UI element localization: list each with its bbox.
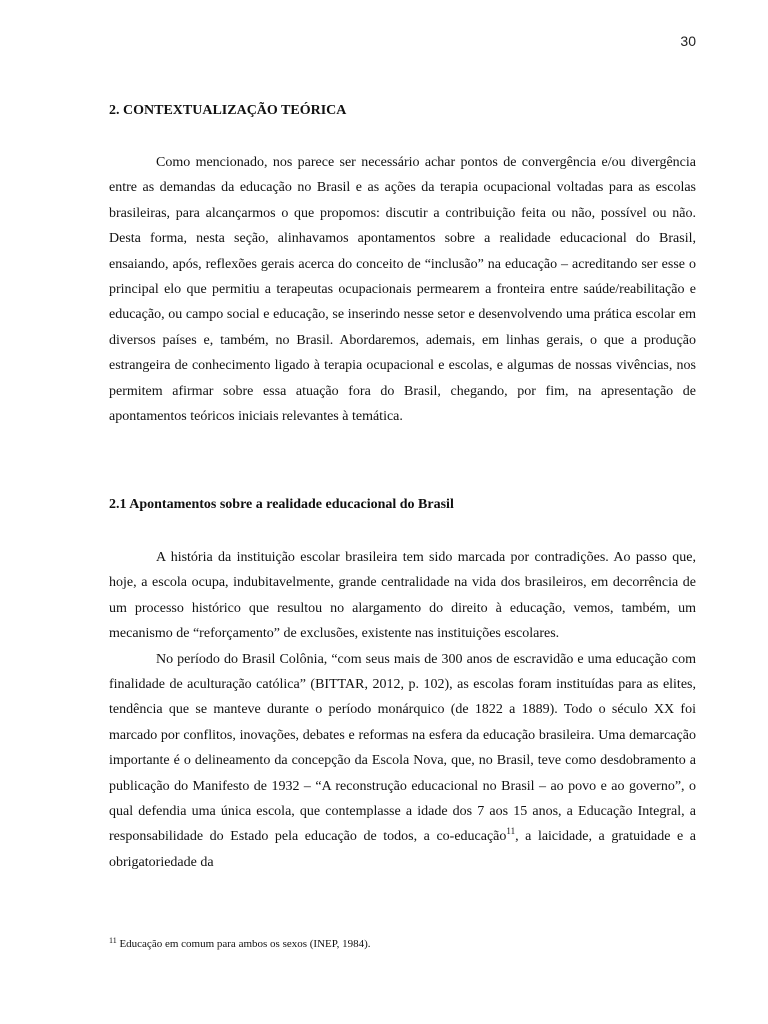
- subsection-paragraph-2: [109, 647, 696, 876]
- subsection-title: 2.1 Apontamentos sobre a realidade educacional do Brasil: [109, 497, 454, 512]
- section-intro-block: [109, 150, 696, 429]
- subsection-body-block: [109, 545, 696, 875]
- footnote-text: Educação em comum para ambos os sexos (INEP, 1984).: [116, 938, 371, 950]
- paragraph-2-continuation: , a laicidade, a gratuidade e a obrigatoriedade da: [109, 829, 696, 870]
- section-title: 2. CONTEXTUALIZAÇÃO TEÓRICA: [109, 103, 347, 118]
- footnote: [109, 937, 696, 951]
- section-heading-block: [109, 101, 696, 121]
- footnote-reference[interactable]: 11: [506, 826, 516, 837]
- section-paragraph: Como mencionado, nos parece ser necessário achar pontos de convergência e/ou divergência entre as demandas da educação no Brasil e as ações da terapia ocupacional voltadas para as escolas brasileiras, para alcançarmos o que propomos: discutir a contribuição feita ou não, possível ou não. Desta forma, nesta seção, alinhavamos apontamentos sobre a realidade educacional do Brasil, ensaiando, após, reflexões gerais acerca do conceito de “inclusão” na educação – acreditando ser esse o principal elo que permitiu a terapeutas ocupacionais permearem a fronteira entre saúde/reabilitação e educação, ou campo social e educação, se inserindo nesse setor e desenvolvendo uma prática escolar em diversos países e, também, no Brasil. Abordaremos, ademais, em linhas gerais, o que a produção estrangeira de conhecimento ligado à terapia ocupacional e escolas, e algumas de nossas vivências, nos permitem afirmar sobre essa atuação fora do Brasil, chegando, por fim, na apresentação de apontamentos teóricos iniciais relevantes à temática.: [109, 155, 696, 425]
- footnote-number: 11: [109, 936, 117, 945]
- subsection-paragraph-1: A história da instituição escolar brasileira tem sido marcada por contradições. Ao passo que, hoje, a escola ocupa, indubitavelmente, grande centralidade na vida dos brasileiros, em decorrência de um processo histórico que resultou no alargamento do direito à educação, vemos, também, um mecanismo de “reforçamento” de exclusões, existente nas instituições escolares.: [109, 550, 696, 642]
- subsection-heading-block: [109, 495, 696, 515]
- page-number: 30: [680, 33, 696, 49]
- paragraph-2-text: No período do Brasil Colônia, “com seus mais de 300 anos de escravidão e uma educação com finalidade de aculturação católica” (BITTAR, 2012, p. 102), as escolas foram instituídas para as elites, tendência que se manteve durante o período monárquico (de 1822 a 1889). Todo o século XX foi marcado por conflitos, inovações, debates e reformas na esfera da educação brasileira. Uma demarcação importante é o delineamento da concepção da Escola Nova, que, no Brasil, teve como desdobramento a publicação do Manifesto de 1932 – “A reconstrução educacional no Brasil – ao povo e ao governo”, o qual defendia uma única escola, que contemplasse a idade dos 7 aos 15 anos, a Educação Integral, a responsabilidade do Estado pela educação de todos, a co-educação: [109, 651, 696, 845]
